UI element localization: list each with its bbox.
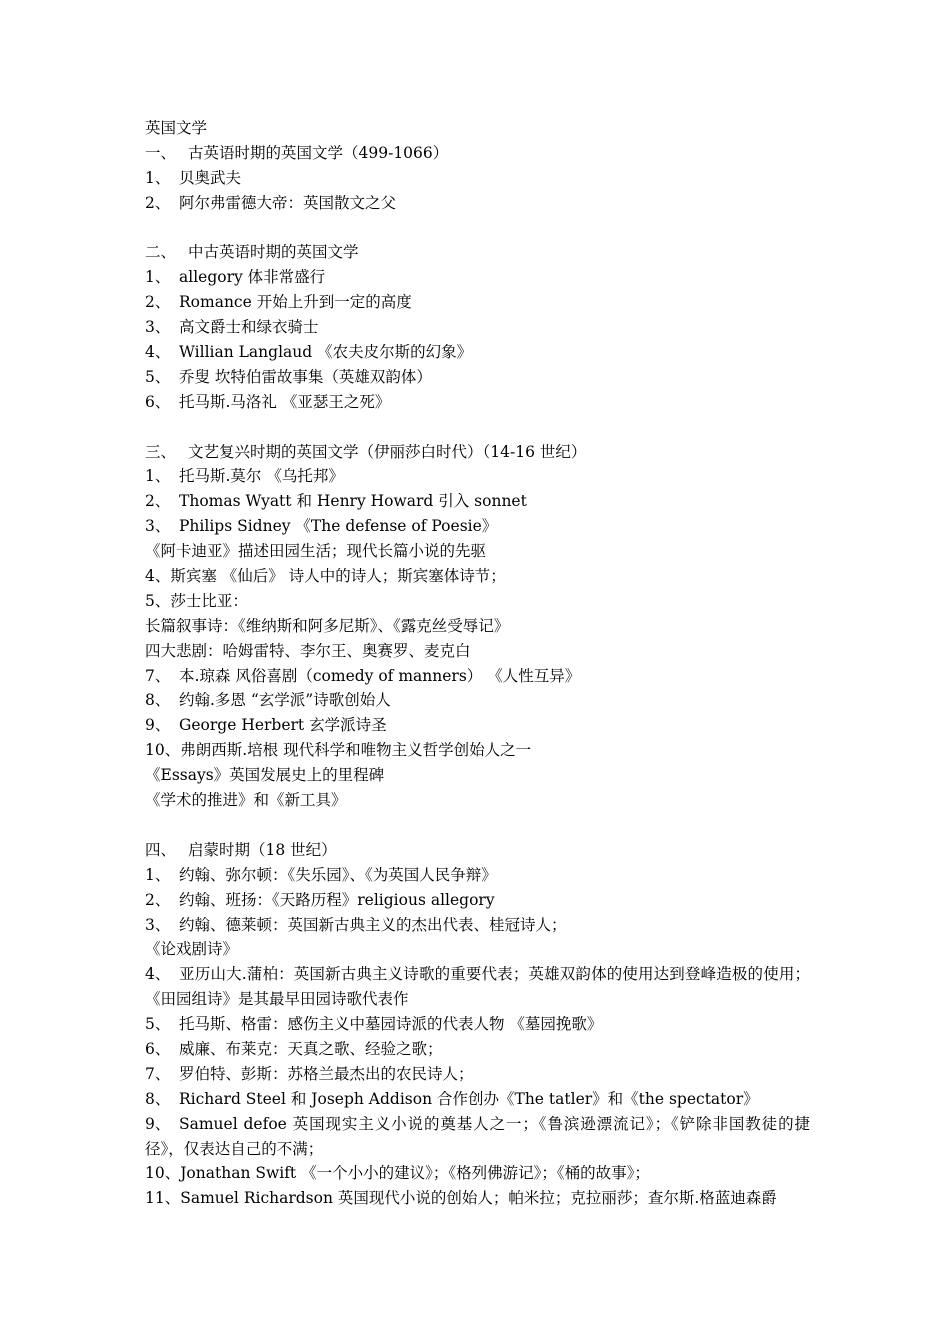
list-item bbox=[145, 863, 810, 888]
list-item bbox=[145, 564, 810, 589]
item-text: 长篇叙事诗：《维纳斯和阿多尼斯》、《露克丝受辱记》 bbox=[145, 616, 510, 635]
item-number: 3、 bbox=[145, 318, 171, 337]
document-title: 英国文学 bbox=[145, 119, 208, 137]
item-text: Richard Steel 和 Joseph Addison 合作创办《The tatler》和《the spectator》 bbox=[179, 1089, 759, 1108]
list-item bbox=[145, 265, 810, 290]
item-text: 4、斯宾塞 《仙后》 诗人中的诗人；斯宾塞体诗节； bbox=[145, 567, 506, 586]
section-heading bbox=[145, 240, 810, 265]
item-number: 6、 bbox=[145, 1039, 171, 1058]
section-number: 三、 bbox=[145, 442, 177, 461]
document-page bbox=[145, 116, 810, 1211]
item-text: 《Essays》英国发展史上的里程碑 bbox=[145, 766, 385, 785]
list-item bbox=[145, 390, 810, 415]
section-number: 二、 bbox=[145, 243, 177, 262]
item-number: 9、 bbox=[145, 1114, 171, 1133]
list-item bbox=[145, 888, 810, 913]
item-text: 约翰.多恩 “玄学派”诗歌创始人 bbox=[179, 691, 391, 710]
list-item bbox=[145, 788, 810, 813]
blank-line bbox=[145, 813, 810, 838]
item-text: Romance 开始上升到一定的高度 bbox=[179, 293, 412, 312]
item-number: 1、 bbox=[145, 467, 171, 486]
section-title: 启蒙时期（18 世纪） bbox=[188, 840, 337, 859]
list-item bbox=[145, 713, 810, 738]
item-number: 4、 bbox=[145, 343, 171, 362]
item-number: 8、 bbox=[145, 1089, 171, 1108]
item-text: 约翰、弥尔顿：《失乐园》、《为英国人民争辩》 bbox=[179, 865, 497, 884]
item-number: 1、 bbox=[145, 865, 171, 884]
item-text: 10、弗朗西斯.培根 现代科学和唯物主义哲学创始人之一 bbox=[145, 741, 532, 760]
section-number: 一、 bbox=[145, 143, 177, 162]
item-number: 3、 bbox=[145, 915, 171, 934]
item-text: 四大悲剧：哈姆雷特、李尔王、奥赛罗、麦克白 bbox=[145, 641, 471, 660]
item-text: 罗伯特、彭斯：苏格兰最杰出的农民诗人； bbox=[179, 1064, 474, 1083]
item-text: 亚历山大.蒲柏：英国新古典主义诗歌的重要代表；英雄双韵体的使用达到登峰造极的使用；《田园组诗》是其最早田园诗歌代表作 bbox=[145, 965, 810, 1009]
item-text: 《阿卡迪亚》描述田园生活；现代长篇小说的先驱 bbox=[145, 542, 487, 561]
list-item bbox=[145, 913, 810, 938]
list-item bbox=[145, 937, 810, 962]
item-text: 托马斯、格雷：感伤主义中墓园诗派的代表人物 《墓园挽歌》 bbox=[179, 1015, 603, 1034]
item-number: 4、 bbox=[145, 965, 171, 984]
item-text: 约翰、班扬：《天路历程》religious allegory bbox=[179, 890, 495, 909]
item-text: 《学术的推进》和《新工具》 bbox=[145, 791, 347, 810]
item-text: George Herbert 玄学派诗圣 bbox=[179, 716, 387, 735]
list-item bbox=[145, 1012, 810, 1037]
item-text: 约翰、德莱顿：英国新古典主义的杰出代表、桂冠诗人； bbox=[179, 915, 567, 934]
list-item bbox=[145, 365, 810, 390]
item-text: 威廉、布莱克：天真之歌、经验之歌； bbox=[179, 1039, 443, 1058]
list-item bbox=[145, 664, 810, 689]
item-number: 2、 bbox=[145, 293, 171, 312]
section-title: 古英语时期的英国文学（499-1066） bbox=[188, 143, 449, 162]
list-item bbox=[145, 340, 810, 365]
list-item bbox=[145, 464, 810, 489]
item-text: 贝奥武夫 bbox=[179, 168, 242, 187]
list-item bbox=[145, 1161, 810, 1186]
item-text: 托马斯.莫尔 《乌托邦》 bbox=[179, 467, 344, 486]
list-item bbox=[145, 166, 810, 191]
list-item bbox=[145, 290, 810, 315]
item-text: Thomas Wyatt 和 Henry Howard 引入 sonnet bbox=[179, 492, 527, 511]
list-item bbox=[145, 514, 810, 539]
list-item bbox=[145, 614, 810, 639]
list-item bbox=[145, 191, 810, 216]
list-item bbox=[145, 738, 810, 763]
list-item bbox=[145, 1037, 810, 1062]
item-number: 5、 bbox=[145, 367, 171, 386]
list-item bbox=[145, 1112, 810, 1162]
item-number: 2、 bbox=[145, 492, 171, 511]
item-text: 5、莎士比亚： bbox=[145, 591, 248, 610]
item-text: Philips Sidney 《The defense of Poesie》 bbox=[179, 517, 498, 536]
item-number: 8、 bbox=[145, 691, 171, 710]
list-item bbox=[145, 1062, 810, 1087]
item-text: 本.琼森 风俗喜剧（comedy of manners） 《人性互异》 bbox=[179, 666, 581, 685]
blank-line bbox=[145, 216, 810, 241]
item-text: 《论戏剧诗》 bbox=[145, 940, 239, 959]
item-number: 5、 bbox=[145, 1015, 171, 1034]
item-number: 1、 bbox=[145, 168, 171, 187]
list-item bbox=[145, 688, 810, 713]
item-number: 9、 bbox=[145, 716, 171, 735]
list-item bbox=[145, 539, 810, 564]
item-text: 阿尔弗雷德大帝：英国散文之父 bbox=[179, 193, 397, 212]
section-title: 中古英语时期的英国文学 bbox=[188, 243, 359, 262]
list-item bbox=[145, 315, 810, 340]
item-text: 10、Jonathan Swift 《一个小小的建议》；《格列佛游记》；《桶的故事》； bbox=[145, 1164, 650, 1183]
item-number: 3、 bbox=[145, 517, 171, 536]
item-number: 6、 bbox=[145, 392, 171, 411]
list-item bbox=[145, 639, 810, 664]
item-number: 2、 bbox=[145, 890, 171, 909]
blank-line bbox=[145, 415, 810, 440]
item-text: Willian Langlaud 《农夫皮尔斯的幻象》 bbox=[179, 343, 473, 362]
item-number: 1、 bbox=[145, 268, 171, 287]
item-text: 托马斯.马洛礼 《亚瑟王之死》 bbox=[179, 392, 391, 411]
list-item bbox=[145, 1087, 810, 1112]
section-heading bbox=[145, 440, 810, 465]
item-number: 7、 bbox=[145, 1064, 171, 1083]
list-item bbox=[145, 489, 810, 514]
list-item bbox=[145, 589, 810, 614]
section-title: 文艺复兴时期的英国文学（伊丽莎白时代）（14-16 世纪） bbox=[188, 442, 587, 461]
item-number: 7、 bbox=[145, 666, 171, 685]
section-heading bbox=[145, 838, 810, 863]
list-item bbox=[145, 962, 810, 1012]
item-number: 2、 bbox=[145, 193, 171, 212]
item-text: 乔叟 坎特伯雷故事集（英雄双韵体） bbox=[179, 367, 432, 386]
list-item bbox=[145, 763, 810, 788]
item-text: allegory 体非常盛行 bbox=[179, 268, 326, 287]
list-item bbox=[145, 1186, 810, 1211]
item-text: Samuel defoe 英国现实主义小说的奠基人之一；《鲁滨逊漂流记》；《铲除非国教徒的捷径》，仅表达自己的不满； bbox=[145, 1114, 810, 1158]
section-number: 四、 bbox=[145, 840, 177, 859]
item-text: 高文爵士和绿衣骑士 bbox=[179, 318, 319, 337]
section-heading bbox=[145, 141, 810, 166]
item-text: 11、Samuel Richardson 英国现代小说的创始人；帕米拉；克拉丽莎；查尔斯.格蓝迪森爵 bbox=[145, 1189, 777, 1208]
